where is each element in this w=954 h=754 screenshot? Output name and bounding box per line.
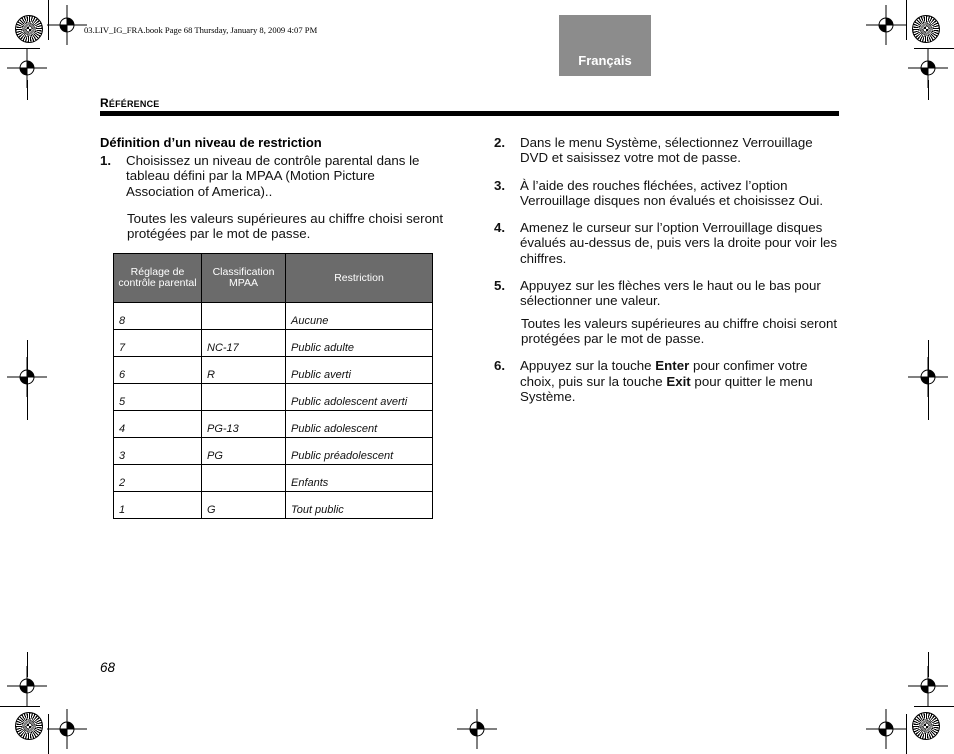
- rating-table: [113, 253, 433, 519]
- note: Toutes les valeurs supérieures au chiffre choisi seront protégées par le mot de passe.: [521, 315, 838, 346]
- table-cell: PG: [202, 438, 286, 465]
- table-cell: Public préadolescent: [286, 438, 433, 465]
- header-rule: [100, 111, 839, 116]
- table-cell: Tout public: [286, 492, 433, 519]
- step-number: 6.: [494, 358, 506, 374]
- table-cell: 4: [114, 411, 202, 438]
- table-cell: Public adolescent: [286, 411, 433, 438]
- registration-mark-icon: [908, 357, 948, 397]
- registration-mark-icon: [908, 666, 948, 706]
- step-number: 4.: [494, 220, 506, 236]
- table-cell: PG-13: [202, 411, 286, 438]
- table-row: [114, 492, 433, 519]
- step-2: [494, 135, 839, 166]
- registration-mark-icon: [47, 5, 87, 45]
- key-exit: Exit: [666, 373, 691, 389]
- step-number: 5.: [494, 278, 506, 294]
- table-cell: NC-17: [202, 330, 286, 357]
- column-header: Réglage de contrôle parental: [114, 254, 202, 303]
- step-5: [494, 278, 839, 309]
- step-text: Choisissez un niveau de contrôle parental dans le tableau défini par la MPAA (Motion Picture Association of America)..: [126, 153, 420, 199]
- step-1: [100, 153, 445, 199]
- table-cell: Enfants: [286, 465, 433, 492]
- table-cell: Aucune: [286, 303, 433, 330]
- registration-mark-icon: [7, 48, 47, 88]
- column-header: Classification MPAA: [202, 254, 286, 303]
- column-header: Restriction: [286, 254, 433, 303]
- table-row: [114, 438, 433, 465]
- step-text: Appuyez sur les flèches vers le haut ou le bas pour sélectionner une valeur.: [520, 278, 821, 309]
- language-tab-label: Français: [578, 53, 632, 68]
- table-cell: 2: [114, 465, 202, 492]
- key-enter: Enter: [655, 358, 690, 374]
- step-text: [520, 358, 813, 404]
- language-tab: [559, 15, 651, 76]
- registration-mark-icon: [457, 709, 497, 749]
- table-cell: G: [202, 492, 286, 519]
- registration-mark-icon: [866, 709, 906, 749]
- registration-mark-icon: [7, 357, 47, 397]
- color-wheel-icon: [15, 15, 43, 43]
- table-cell: 6: [114, 357, 202, 384]
- table-cell: Public adulte: [286, 330, 433, 357]
- table-cell: 5: [114, 384, 202, 411]
- section-header: [100, 96, 159, 110]
- table-cell: 3: [114, 438, 202, 465]
- table-row: [114, 384, 433, 411]
- section-header-initial: R: [100, 96, 109, 110]
- table-cell: R: [202, 357, 286, 384]
- step-number: 1.: [100, 153, 112, 168]
- step-text: Dans le menu Système, sélectionnez Verrouillage DVD et saisissez votre mot de passe.: [520, 135, 813, 166]
- step-text-part: pour confimer votre choix, puis sur la touche: [520, 358, 808, 389]
- table-row: [114, 303, 433, 330]
- step-text-part: Appuyez sur la touche: [520, 358, 656, 374]
- table-header-row: [114, 254, 433, 303]
- table-row: [114, 411, 433, 438]
- table-cell: [202, 303, 286, 330]
- color-wheel-icon: [912, 712, 940, 740]
- registration-mark-icon: [7, 666, 47, 706]
- left-column: [100, 135, 445, 253]
- step-number: 2.: [494, 135, 506, 150]
- color-wheel-icon: [15, 712, 43, 740]
- table-cell: [202, 465, 286, 492]
- table-row: [114, 357, 433, 384]
- table-row: [114, 330, 433, 357]
- step-6: [494, 358, 839, 404]
- step-number: 3.: [494, 177, 506, 193]
- table-cell: 7: [114, 330, 202, 357]
- table-cell: Public adolescent averti: [286, 384, 433, 411]
- table-cell: 1: [114, 492, 202, 519]
- step-text-part: pour quitter le menu Système.: [520, 373, 813, 404]
- table-cell: [202, 384, 286, 411]
- registration-mark-icon: [908, 48, 948, 88]
- registration-mark-icon: [47, 709, 87, 749]
- registration-mark-icon: [866, 5, 906, 45]
- right-column: [494, 135, 839, 416]
- step-text: Amenez le curseur sur l’option Verrouillage disques évalués au-dessus de, puis vers la droite pour voir les chiffres.: [520, 220, 838, 266]
- table-cell: Public averti: [286, 357, 433, 384]
- page-number: 68: [100, 660, 116, 675]
- note: Toutes les valeurs supérieures au chiffre choisi seront protégées par le mot de passe.: [127, 210, 444, 242]
- step-3: [494, 178, 839, 209]
- color-wheel-icon: [912, 15, 940, 43]
- file-info: 03.LIV_IG_FRA.book Page 68 Thursday, January 8, 2009 4:07 PM: [84, 25, 318, 35]
- subheading: Définition d’un niveau de restriction: [100, 135, 322, 150]
- table-cell: 8: [114, 303, 202, 330]
- table-row: [114, 465, 433, 492]
- step-4: [494, 220, 839, 266]
- section-header-rest: ÉFÉRENCE: [108, 99, 160, 109]
- step-text: À l’aide des rouches fléchées, activez l’option Verrouillage disques non évalués et choisissez Oui.: [520, 177, 824, 208]
